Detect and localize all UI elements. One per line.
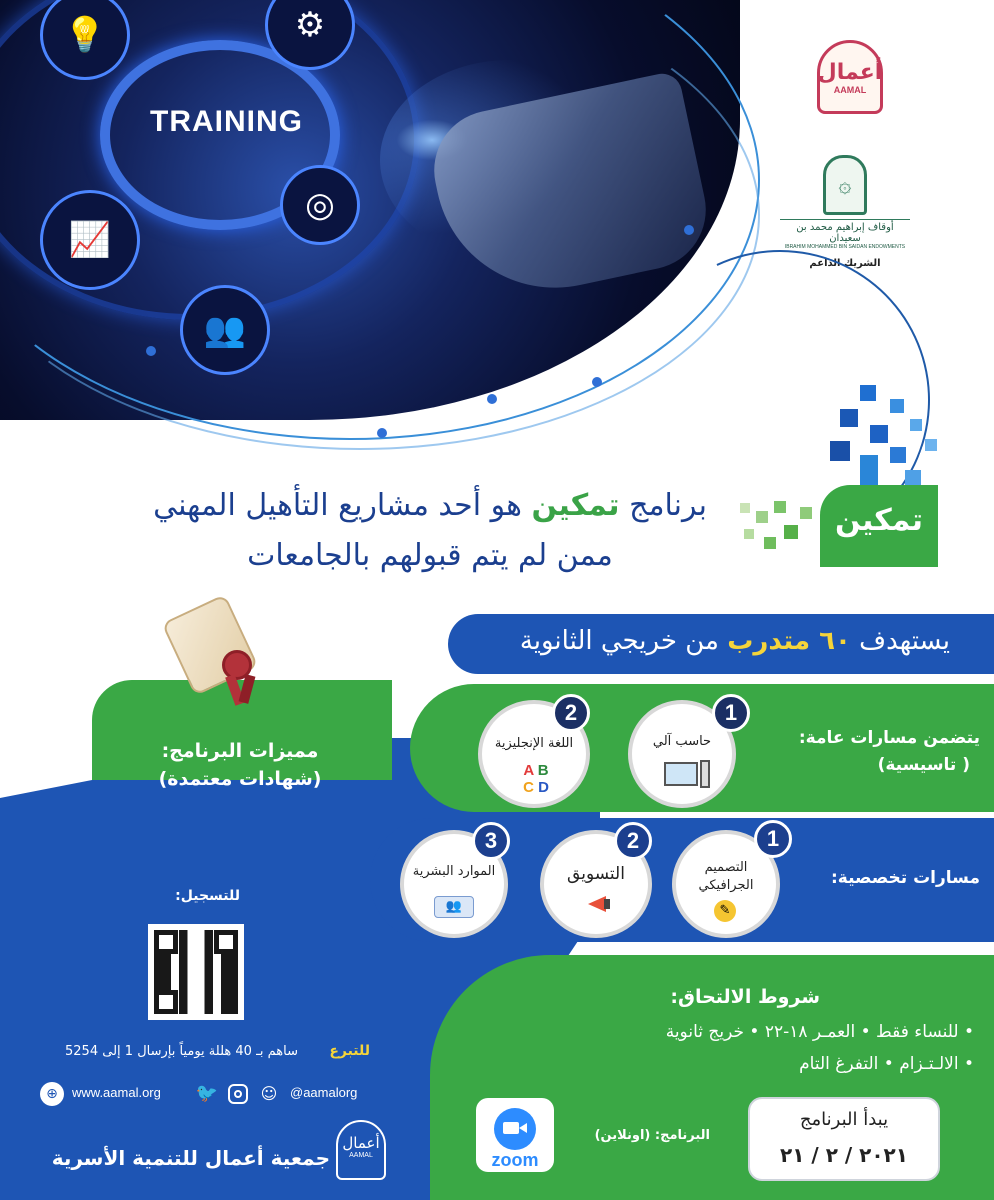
org-name: جمعية أعمال للتنمية الأسرية: [51, 1146, 330, 1170]
letter-c: C: [523, 779, 534, 796]
decor-dot: [377, 428, 387, 438]
headline-suffix: هو أحد مشاريع التأهيل المهني: [153, 488, 522, 523]
program-mode: البرنامج: (اونلاين): [594, 1128, 710, 1143]
target-suffix: من خريجي الثانوية: [519, 626, 719, 656]
start-date-box: [748, 1097, 940, 1181]
target-text: [470, 626, 970, 656]
general-tracks-title: يتضمن مسارات عامة:: [798, 728, 980, 748]
aamal-logo-text: أعمال: [817, 59, 883, 85]
track-label-hr: الموارد البشرية: [412, 864, 496, 879]
team-icon: 👥: [180, 285, 270, 375]
headline-prefix: برنامج: [629, 488, 707, 523]
lightbulb-icon: 💡: [40, 0, 130, 80]
conditions-title: شروط الالتحاق:: [670, 986, 820, 1008]
globe-icon[interactable]: ⊕: [40, 1082, 64, 1106]
snapchat-icon[interactable]: ☺: [260, 1084, 278, 1103]
tamkeen-logo-text: تمكين: [834, 503, 924, 538]
track-label-design-2: الجرافيكي: [698, 878, 754, 893]
track-label-english: اللغة الإنجليزية: [494, 736, 574, 751]
track-number-design: 1: [754, 820, 792, 858]
track-number-hr: 3: [472, 822, 510, 860]
specialized-tracks-title: مسارات تخصصية:: [830, 868, 980, 888]
people-icon: 👥: [434, 896, 474, 918]
decor-dot: [684, 225, 694, 235]
features-title: مميزات البرنامج:: [161, 740, 319, 762]
aamal-logo-sub: AAMAL: [833, 84, 867, 95]
track-label-design-1: التصميم: [704, 860, 748, 875]
headline-line1: [150, 488, 710, 523]
social-row: [40, 1082, 400, 1108]
paint-brush-icon: ✎: [714, 900, 736, 922]
decor-dot: [487, 394, 497, 404]
megaphone-icon: [580, 896, 608, 912]
instagram-icon[interactable]: [228, 1084, 248, 1104]
track-number-english: 2: [552, 694, 590, 732]
decor-dot: [146, 346, 156, 356]
start-title: يبدأ البرنامج: [799, 1109, 889, 1130]
conditions-line1: • للنساء فقط • العمـر ١٨-٢٢ • خريج ثانوية: [665, 1022, 974, 1042]
target-icon: ◎: [280, 165, 360, 245]
zoom-logo: [476, 1098, 554, 1172]
partner-label: الشريك الداعم: [809, 258, 881, 269]
abcd-icon: [516, 762, 556, 796]
decor-dot: [592, 377, 602, 387]
qr-code[interactable]: [148, 924, 244, 1020]
zoom-text: zoom: [491, 1150, 539, 1170]
computer-tower-icon: [700, 760, 710, 788]
headline-highlight: تمكين: [531, 488, 620, 523]
certificate-scroll-icon: [160, 590, 260, 700]
training-word: TRAINING: [150, 105, 303, 138]
zoom-camera-icon: [494, 1108, 536, 1150]
donation-text: ساهم بـ 40 هللة يومياً بإرسال 1 إلى 5254: [65, 1044, 298, 1059]
conditions-line2: • الالـتـزام • التفرغ التام: [799, 1054, 974, 1074]
computer-icon: [664, 762, 698, 786]
features-value: (شهادات معتمدة): [158, 768, 322, 790]
track-number-marketing: 2: [614, 822, 652, 860]
website-link[interactable]: www.aamal.org: [72, 1085, 161, 1100]
letter-d: D: [538, 779, 549, 796]
start-date: ٢٠٢١ / ٢ / ٢١: [780, 1143, 908, 1167]
tamkeen-logo: [740, 385, 940, 570]
presentation-icon: 📈: [40, 190, 140, 290]
endowment-emblem-icon: ۞: [823, 155, 867, 215]
footer-logo-sub: AAMAL: [349, 1152, 373, 1159]
brain-icon: ⚙: [265, 0, 355, 70]
social-handle[interactable]: @aamalorg: [290, 1085, 358, 1100]
target-prefix: يستهدف: [859, 626, 950, 656]
target-count: ٦٠ متدرب: [727, 626, 851, 656]
endowment-name-en: IBRAHIM MOHAMMED BIN SAIDAN ENDOWMENTS: [784, 244, 906, 250]
twitter-icon[interactable]: 🐦: [195, 1083, 219, 1104]
endowment-name: أوقاف إبراهيم محمد بن سعيدان: [780, 219, 910, 244]
registration-label[interactable]: للتسجيل:: [175, 888, 240, 904]
headline-line2: ممن لم يتم قبولهم بالجامعات: [247, 538, 613, 573]
letter-a: A: [523, 762, 534, 779]
donation-label: للتبرع: [329, 1043, 370, 1059]
letter-b: B: [537, 762, 549, 779]
track-number-computer: 1: [712, 694, 750, 732]
footer-aamal-logo: [336, 1120, 386, 1180]
footer-logo-text: أعمال: [342, 1134, 380, 1152]
general-tracks-subtitle: ( تاسيسية): [877, 755, 970, 775]
track-label-marketing: التسويق: [567, 864, 625, 884]
track-label-computer: حاسب آلي: [652, 734, 712, 749]
aamal-logo: [800, 40, 900, 130]
